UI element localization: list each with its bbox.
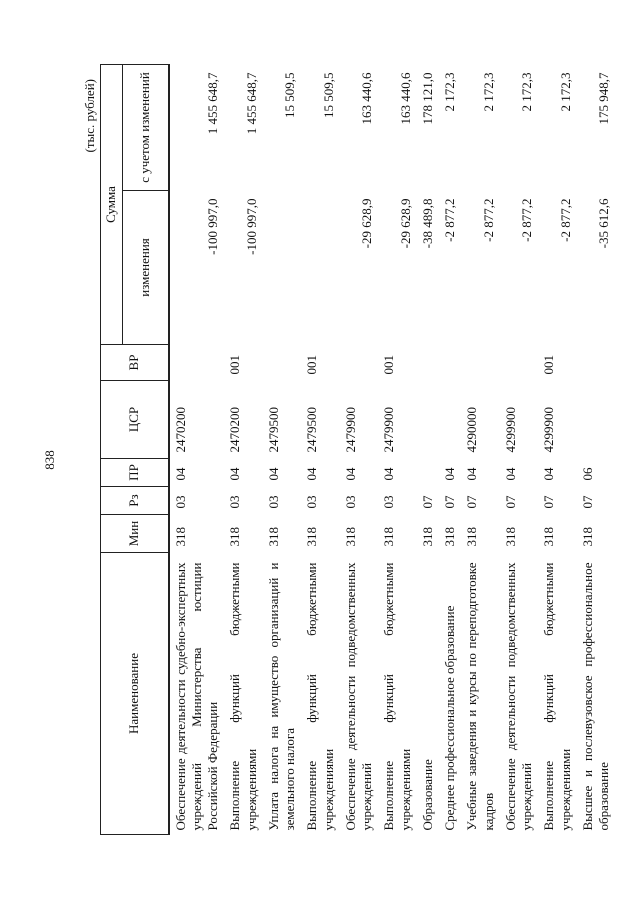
row-change: -2 877,2 xyxy=(519,198,534,242)
row-total: 15 509,5 xyxy=(282,72,297,118)
row-min: 318 xyxy=(342,527,358,547)
row-csr xyxy=(577,381,616,459)
table-row xyxy=(224,65,263,835)
header-pr: ПР xyxy=(101,459,169,487)
header-change: изменения xyxy=(123,191,169,345)
header-sum: Сумма xyxy=(101,65,123,345)
row-min: 318 xyxy=(172,527,188,547)
row-change: -35 612,6 xyxy=(596,198,611,249)
row-name: Учебные заведения и курсы по переподготовке кадров xyxy=(464,562,496,831)
row-csr: 2470200 xyxy=(172,407,188,453)
row-csr: 4299900 xyxy=(541,407,557,453)
table-row xyxy=(417,65,439,835)
row-rz: 07 xyxy=(502,495,518,509)
row-pr xyxy=(417,459,439,487)
table-row xyxy=(301,65,340,835)
row-total: 178 121,0 xyxy=(419,72,435,125)
row-vr: 001 xyxy=(541,355,557,375)
row-csr: 2479500 xyxy=(304,407,320,453)
budget-table-sheet xyxy=(80,65,611,835)
header-csr: ЦСР xyxy=(101,381,169,459)
row-min: 318 xyxy=(464,527,480,547)
header-rz: Рз xyxy=(101,487,169,515)
row-name: Выполнение функций бюджетными учреждениями xyxy=(381,562,413,831)
row-rz: 07 xyxy=(579,495,595,509)
row-rz: 03 xyxy=(172,495,188,509)
row-pr: 04 xyxy=(442,467,457,481)
row-total: 2 172,3 xyxy=(442,72,457,112)
header-name: Наименование xyxy=(101,553,169,835)
row-csr: 2479900 xyxy=(381,407,397,453)
row-rz: 03 xyxy=(227,495,243,509)
row-rz: 03 xyxy=(265,495,281,509)
row-total: 2 172,3 xyxy=(519,72,534,112)
row-name: Выполнение функций бюджетными учреждениями xyxy=(304,562,336,831)
table-row xyxy=(461,65,500,835)
row-min: 318 xyxy=(265,527,281,547)
row-pr: 04 xyxy=(541,467,557,481)
row-csr: 4290000 xyxy=(464,407,480,453)
row-name: Обеспечение деятельности судебно-экспертных учреждений Министерства юстиции Российской Федерации xyxy=(172,562,220,831)
row-name: Среднее профессиональное образование xyxy=(442,605,457,831)
table-row xyxy=(538,65,577,835)
row-total: 1 455 648,7 xyxy=(205,72,220,135)
row-rz: 03 xyxy=(304,495,320,509)
row-min: 318 xyxy=(541,527,557,547)
row-total: 2 172,3 xyxy=(480,72,496,112)
budget-table xyxy=(100,64,615,835)
row-vr xyxy=(169,345,225,381)
table-row xyxy=(340,65,379,835)
table-row xyxy=(263,65,302,835)
units-label: (тыс. рублей) xyxy=(82,79,97,153)
row-min: 318 xyxy=(442,527,457,547)
row-min: 318 xyxy=(419,527,435,547)
row-change: -38 489,8 xyxy=(419,198,435,249)
row-change: -29 628,9 xyxy=(397,198,413,249)
row-change: -100 997,0 xyxy=(205,198,220,255)
row-min: 318 xyxy=(381,527,397,547)
row-csr: 2470200 xyxy=(227,407,243,453)
row-name: Обеспечение деятельности подведомственных учреждений xyxy=(502,562,534,831)
row-csr xyxy=(439,381,461,459)
row-pr: 04 xyxy=(464,467,480,481)
page-number: 838 xyxy=(42,450,57,470)
row-vr xyxy=(461,345,500,381)
row-pr: 04 xyxy=(172,467,188,481)
row-vr xyxy=(263,345,302,381)
row-pr: 06 xyxy=(579,467,595,481)
row-csr: 2479500 xyxy=(265,407,281,453)
row-csr: 4299900 xyxy=(502,407,518,453)
row-rz: 07 xyxy=(464,495,480,509)
row-total: 175 948,7 xyxy=(596,72,611,125)
row-vr xyxy=(417,345,439,381)
row-rz: 07 xyxy=(442,495,457,509)
row-name: Выполнение функций бюджетными учреждениями xyxy=(227,562,259,831)
row-pr: 04 xyxy=(227,467,243,481)
row-pr: 04 xyxy=(342,467,358,481)
table-row xyxy=(577,65,616,835)
row-min: 318 xyxy=(227,527,243,547)
row-csr: 2479900 xyxy=(342,407,358,453)
header-with-change: с учетом изменений xyxy=(123,65,169,191)
row-rz: 03 xyxy=(381,495,397,509)
row-vr: 001 xyxy=(304,355,320,375)
table-row xyxy=(169,65,225,835)
row-rz: 07 xyxy=(541,495,557,509)
row-vr xyxy=(577,345,616,381)
row-change: -2 877,2 xyxy=(442,198,457,242)
row-vr xyxy=(340,345,379,381)
row-min: 318 xyxy=(579,527,595,547)
row-change xyxy=(263,191,302,345)
row-change: -29 628,9 xyxy=(359,198,374,249)
header-min: Мин xyxy=(101,515,169,553)
row-total: 1 455 648,7 xyxy=(243,72,259,135)
row-pr: 04 xyxy=(304,467,320,481)
row-change: -2 877,2 xyxy=(480,198,496,242)
table-row xyxy=(439,65,461,835)
table-row xyxy=(500,65,539,835)
row-vr: 001 xyxy=(227,355,243,375)
row-change xyxy=(301,191,340,345)
row-change: -2 877,2 xyxy=(557,198,573,242)
row-total: 163 440,6 xyxy=(397,72,413,125)
header-vr: ВР xyxy=(101,345,169,381)
row-vr: 001 xyxy=(381,355,397,375)
row-change: -100 997,0 xyxy=(243,198,259,255)
row-pr: 04 xyxy=(502,467,518,481)
row-name: Выполнение функций бюджетными учреждениями xyxy=(541,562,573,831)
row-name: Обеспечение деятельности подведомственных учреждений xyxy=(342,562,374,831)
row-min: 318 xyxy=(304,527,320,547)
row-vr xyxy=(500,345,539,381)
row-total: 15 509,5 xyxy=(320,72,336,118)
row-pr: 04 xyxy=(265,467,281,481)
row-min: 318 xyxy=(502,527,518,547)
row-rz: 03 xyxy=(342,495,358,509)
row-csr xyxy=(417,381,439,459)
row-name: Уплата налога на имущество организаций и земельного налога xyxy=(265,562,297,831)
row-total: 163 440,6 xyxy=(359,72,374,125)
row-name: Высшее и послевузовское профессиональное образование xyxy=(579,562,611,831)
row-pr: 04 xyxy=(381,467,397,481)
row-vr xyxy=(439,345,461,381)
row-name: Образование xyxy=(419,759,435,831)
row-rz: 07 xyxy=(419,495,435,509)
row-total: 2 172,3 xyxy=(557,72,573,112)
table-row xyxy=(378,65,417,835)
